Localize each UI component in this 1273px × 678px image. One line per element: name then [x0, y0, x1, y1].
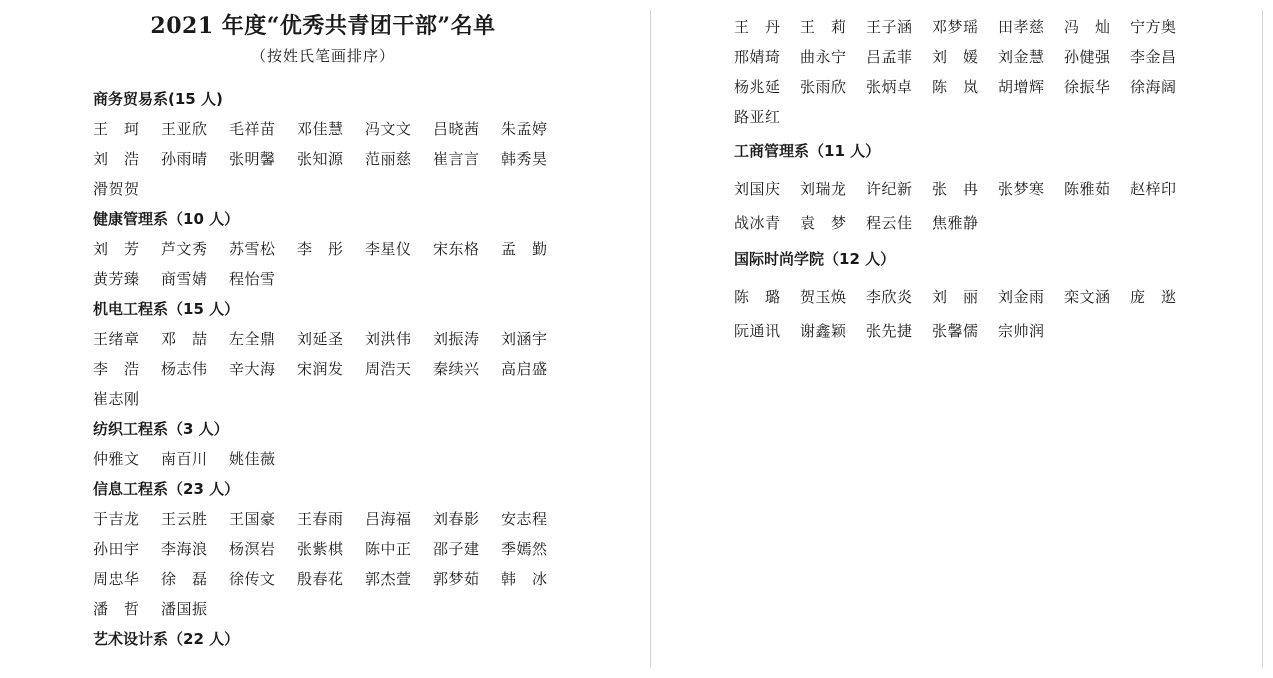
- person-name: 孙田宇: [93, 540, 140, 558]
- name-list: [93, 234, 573, 294]
- department-heading: 健康管理系（10 人）: [93, 210, 240, 228]
- person-name: 阮通讯: [734, 322, 781, 340]
- person-name: 于吉龙: [93, 510, 140, 528]
- person-name: 赵梓印: [1130, 180, 1177, 198]
- person-name: 高启盛: [501, 360, 548, 378]
- person-name: 崔志刚: [93, 390, 140, 408]
- person-name: 田孝慈: [998, 18, 1045, 36]
- department-section: [734, 240, 1254, 348]
- person-name: 吕孟菲: [866, 48, 913, 66]
- person-name: 孙雨晴: [161, 150, 208, 168]
- person-name: 朱孟婷: [501, 120, 548, 138]
- person-name: 李海浪: [161, 540, 208, 558]
- person-name: 张雨欣: [800, 78, 847, 96]
- person-name: 陈中正: [365, 540, 412, 558]
- person-name: 刘洪伟: [365, 330, 412, 348]
- department-heading: 机电工程系（15 人）: [93, 300, 240, 318]
- person-name: 邓 喆: [161, 330, 208, 348]
- person-name: 袁 梦: [800, 214, 847, 232]
- department-section: [93, 204, 633, 294]
- person-name: 范丽慈: [365, 150, 412, 168]
- person-name: 程怡雪: [229, 270, 276, 288]
- person-name: 邓佳慧: [297, 120, 344, 138]
- person-name: 邢婧琦: [734, 48, 781, 66]
- person-name: 李欣炎: [866, 288, 913, 306]
- person-name: 辛大海: [229, 360, 276, 378]
- person-name: 黄芳臻: [93, 270, 140, 288]
- person-name: 周浩天: [365, 360, 412, 378]
- department-heading: 纺织工程系（3 人）: [93, 420, 229, 438]
- person-name: 宋润发: [297, 360, 344, 378]
- person-name: 谢鑫颖: [800, 322, 847, 340]
- person-name: 季嫣然: [501, 540, 548, 558]
- name-list: [93, 114, 573, 204]
- department-heading: 国际时尚学院（12 人）: [734, 250, 896, 268]
- person-name: 杨志伟: [161, 360, 208, 378]
- person-name: 苏雪松: [229, 240, 276, 258]
- name-list: [93, 324, 573, 414]
- person-name: 张馨儒: [932, 322, 979, 340]
- person-name: 冯 灿: [1064, 18, 1111, 36]
- person-name: 芦文秀: [161, 240, 208, 258]
- person-name: 张梦寒: [998, 180, 1045, 198]
- person-name: 左全鼎: [229, 330, 276, 348]
- person-name: 王国豪: [229, 510, 276, 528]
- document-subtitle: （按姓氏笔画排序）: [250, 47, 395, 65]
- person-name: 周忠华: [93, 570, 140, 588]
- person-name: 商雪婧: [161, 270, 208, 288]
- person-name: 陈 璐: [734, 288, 781, 306]
- person-name: 孙健强: [1064, 48, 1111, 66]
- department-section: [93, 474, 633, 624]
- person-name: 程云佳: [866, 214, 913, 232]
- person-name: 韩 冰: [501, 570, 548, 588]
- person-name: 王绪章: [93, 330, 140, 348]
- person-name: 潘国振: [161, 600, 208, 618]
- person-name: 刘 丽: [932, 288, 979, 306]
- person-name: 王子涵: [866, 18, 913, 36]
- person-name: 冯文文: [365, 120, 412, 138]
- person-name: 孟 勤: [501, 240, 548, 258]
- person-name: 战冰青: [734, 214, 781, 232]
- person-name: 王云胜: [161, 510, 208, 528]
- person-name: 张明馨: [229, 150, 276, 168]
- person-name: 邵子建: [433, 540, 480, 558]
- person-name: 刘 芳: [93, 240, 140, 258]
- person-name: 邓梦瑶: [932, 18, 979, 36]
- name-list: [734, 280, 1204, 348]
- person-name: 姚佳薇: [229, 450, 276, 468]
- person-name: 滑贺贺: [93, 180, 140, 198]
- department-heading: 商务贸易系(15 人): [93, 90, 223, 108]
- person-name: 刘 媛: [932, 48, 979, 66]
- person-name: 刘涵宇: [501, 330, 548, 348]
- person-name: 徐海阔: [1130, 78, 1177, 96]
- person-name: 宗帅润: [998, 322, 1045, 340]
- person-name: 李金昌: [1130, 48, 1177, 66]
- right-column: [734, 12, 1254, 348]
- name-list: [93, 444, 573, 474]
- person-name: 张 冉: [932, 180, 979, 198]
- person-name: 徐传文: [229, 570, 276, 588]
- person-name: 宋东格: [433, 240, 480, 258]
- person-name: 徐振华: [1064, 78, 1111, 96]
- person-name: 刘金雨: [998, 288, 1045, 306]
- person-name: 王亚欣: [161, 120, 208, 138]
- person-name: 陈雅茹: [1064, 180, 1111, 198]
- person-name: 毛祥苗: [229, 120, 276, 138]
- department-section: [93, 414, 633, 474]
- person-name: 刘春影: [433, 510, 480, 528]
- person-name: 安志程: [501, 510, 548, 528]
- person-name: 张炳卓: [866, 78, 913, 96]
- person-name: 王春雨: [297, 510, 344, 528]
- person-name: 胡增辉: [998, 78, 1045, 96]
- person-name: 庞 逖: [1130, 288, 1177, 306]
- right-sections: [734, 132, 1254, 348]
- person-name: 陈 岚: [932, 78, 979, 96]
- person-name: 崔言言: [433, 150, 480, 168]
- name-list: [93, 504, 573, 624]
- document-title: 2021 年度“优秀共青团干部”名单: [150, 13, 496, 39]
- person-name: 刘延圣: [297, 330, 344, 348]
- person-name: 郭杰萱: [365, 570, 412, 588]
- department-section: [93, 624, 633, 654]
- person-name: 吕海福: [365, 510, 412, 528]
- person-name: 贺玉焕: [800, 288, 847, 306]
- person-name: 徐 磊: [161, 570, 208, 588]
- person-name: 曲永宁: [800, 48, 847, 66]
- person-name: 张先捷: [866, 322, 913, 340]
- person-name: 焦雅静: [932, 214, 979, 232]
- page-edge-divider: [1262, 10, 1263, 668]
- person-name: 殷春花: [297, 570, 344, 588]
- left-sections: [93, 84, 633, 654]
- person-name: 王 莉: [800, 18, 847, 36]
- person-name: 刘 浩: [93, 150, 140, 168]
- person-name: 李星仪: [365, 240, 412, 258]
- person-name: 李 浩: [93, 360, 140, 378]
- left-column: [93, 10, 633, 654]
- person-name: 刘国庆: [734, 180, 781, 198]
- department-section: [93, 84, 633, 204]
- continued-name-list: [734, 12, 1204, 132]
- person-name: 仲雅文: [93, 450, 140, 468]
- person-name: 王 珂: [93, 120, 140, 138]
- person-name: 栾文涵: [1064, 288, 1111, 306]
- person-name: 郭梦茹: [433, 570, 480, 588]
- department-heading: 工商管理系（11 人）: [734, 142, 881, 160]
- person-name: 刘金慧: [998, 48, 1045, 66]
- name-list: [734, 172, 1204, 240]
- person-name: 刘瑞龙: [800, 180, 847, 198]
- person-name: 韩秀昊: [501, 150, 548, 168]
- person-name: 吕晓茜: [433, 120, 480, 138]
- person-name: 刘振涛: [433, 330, 480, 348]
- person-name: 张紫棋: [297, 540, 344, 558]
- person-name: 李 彤: [297, 240, 344, 258]
- person-name: 路亚红: [734, 108, 781, 126]
- person-name: 宁方奥: [1130, 18, 1177, 36]
- department-section: [93, 294, 633, 414]
- department-heading: 信息工程系（23 人）: [93, 480, 240, 498]
- person-name: 许纪新: [866, 180, 913, 198]
- department-section: [734, 132, 1254, 240]
- person-name: 王 丹: [734, 18, 781, 36]
- person-name: 杨溟岩: [229, 540, 276, 558]
- person-name: 潘 哲: [93, 600, 140, 618]
- department-heading: 艺术设计系（22 人）: [93, 630, 240, 648]
- column-divider: [650, 10, 651, 668]
- person-name: 秦续兴: [433, 360, 480, 378]
- person-name: 南百川: [161, 450, 208, 468]
- person-name: 张知源: [297, 150, 344, 168]
- person-name: 杨兆延: [734, 78, 781, 96]
